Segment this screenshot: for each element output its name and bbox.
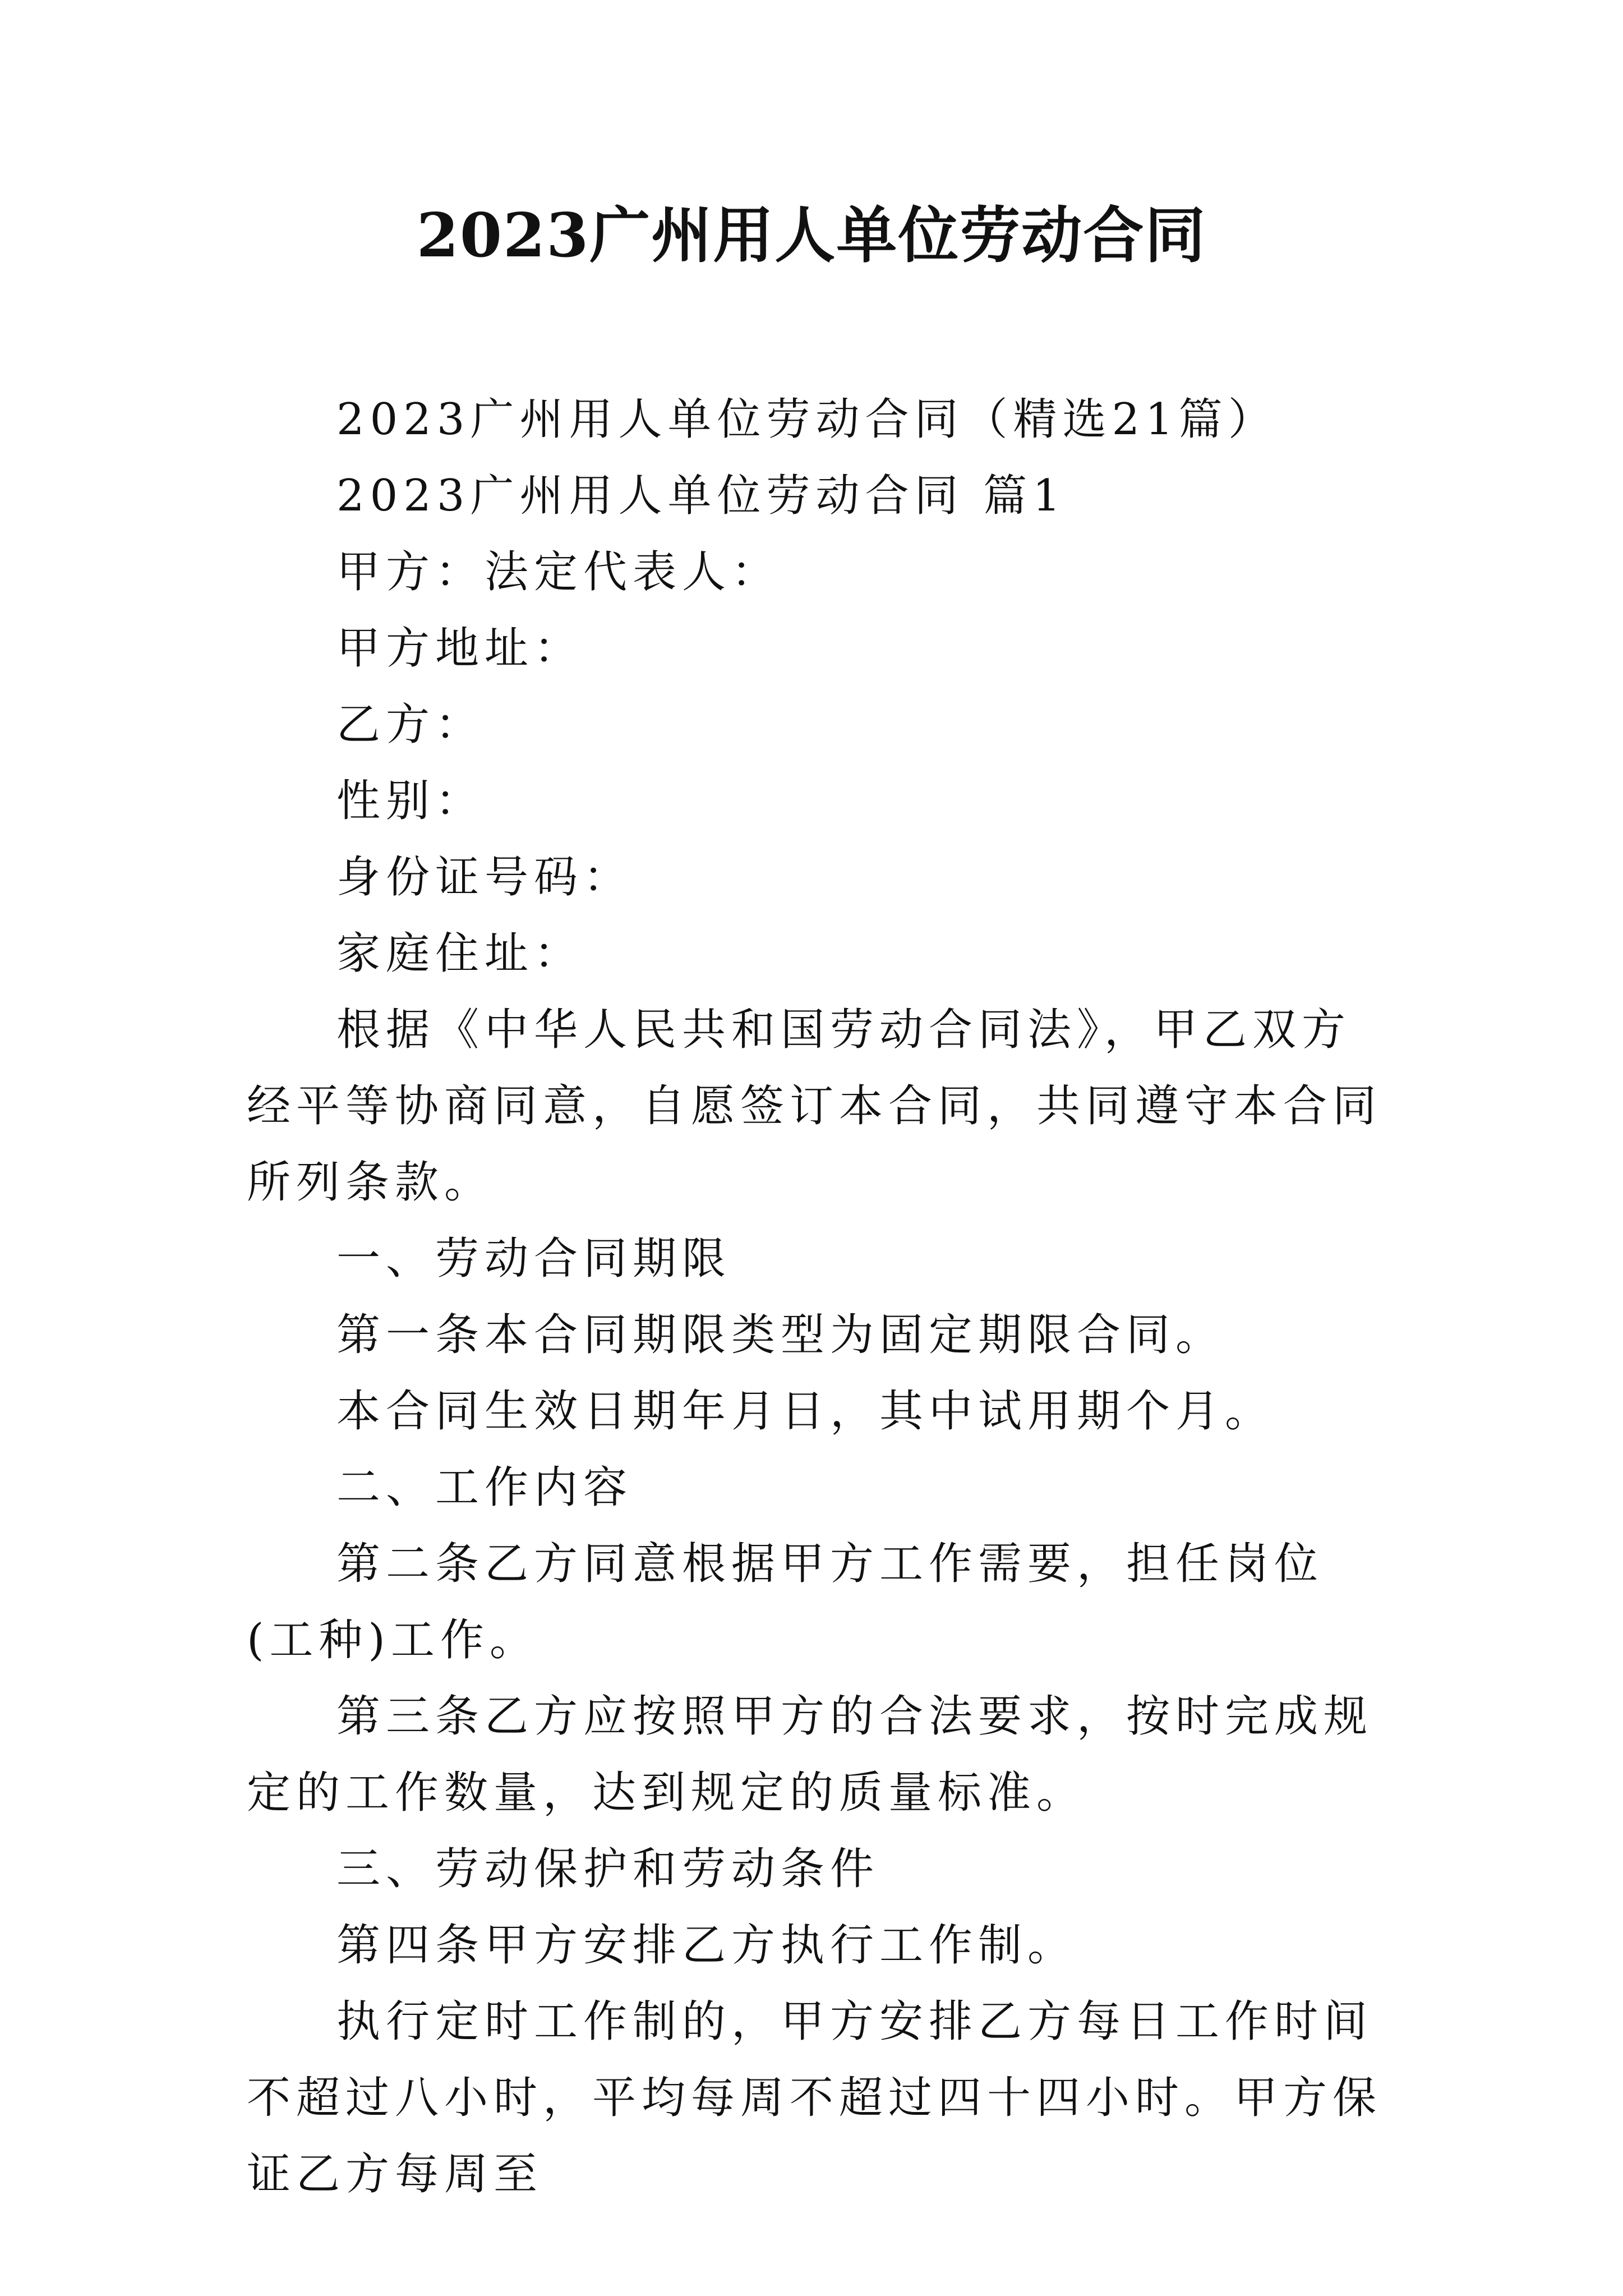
paragraph-preamble: 根据《中华人民共和国劳动合同法》，甲乙双方经平等协商同意，自愿签订本合同，共同遵守本合同所列条款。 [247, 1005, 1382, 1208]
paragraph-article-1: 第一条本合同期限类型为固定期限合同。 [336, 1310, 1225, 1360]
paragraph-article-4: 第四条甲方安排乙方执行工作制。 [336, 1920, 1077, 1971]
paragraph-working-hours: 执行定时工作制的，甲方安排乙方每日工作时间不超过八小时，平均每周不超过四十四小时。甲方保证乙方每周至 [247, 1996, 1382, 2200]
paragraph-heading-term: 一、劳动合同期限 [336, 1234, 732, 1284]
paragraph-party-b: 乙方： [336, 700, 485, 750]
paragraph-home-address: 家庭住址： [336, 928, 584, 979]
paragraph-heading-protection: 三、劳动保护和劳动条件 [336, 1844, 880, 1894]
paragraph-article-2: 第二条乙方同意根据甲方工作需要，担任岗位(工种)工作。 [247, 1539, 1324, 1665]
paragraph-heading-work: 二、工作内容 [336, 1462, 633, 1513]
document-title: 2023广州用人单位劳动合同 [416, 200, 1207, 271]
paragraph-section-heading: 2023广州用人单位劳动合同 篇1 [336, 471, 1066, 521]
paragraph-id-number: 身份证号码： [336, 852, 633, 903]
paragraph-party-a-address: 甲方地址： [336, 623, 584, 674]
paragraph-party-a: 甲方：法定代表人： [336, 547, 781, 597]
paragraph-article-3: 第三条乙方应按照甲方的合法要求，按时完成规定的工作数量，达到规定的质量标准。 [247, 1691, 1373, 1818]
document-body [247, 381, 1391, 2212]
paragraph-gender: 性别： [336, 776, 485, 826]
paragraph-effective-date: 本合同生效日期年月日，其中试用期个月。 [336, 1386, 1275, 1437]
paragraph-subtitle: 2023广州用人单位劳动合同（精选21篇） [336, 394, 1278, 445]
